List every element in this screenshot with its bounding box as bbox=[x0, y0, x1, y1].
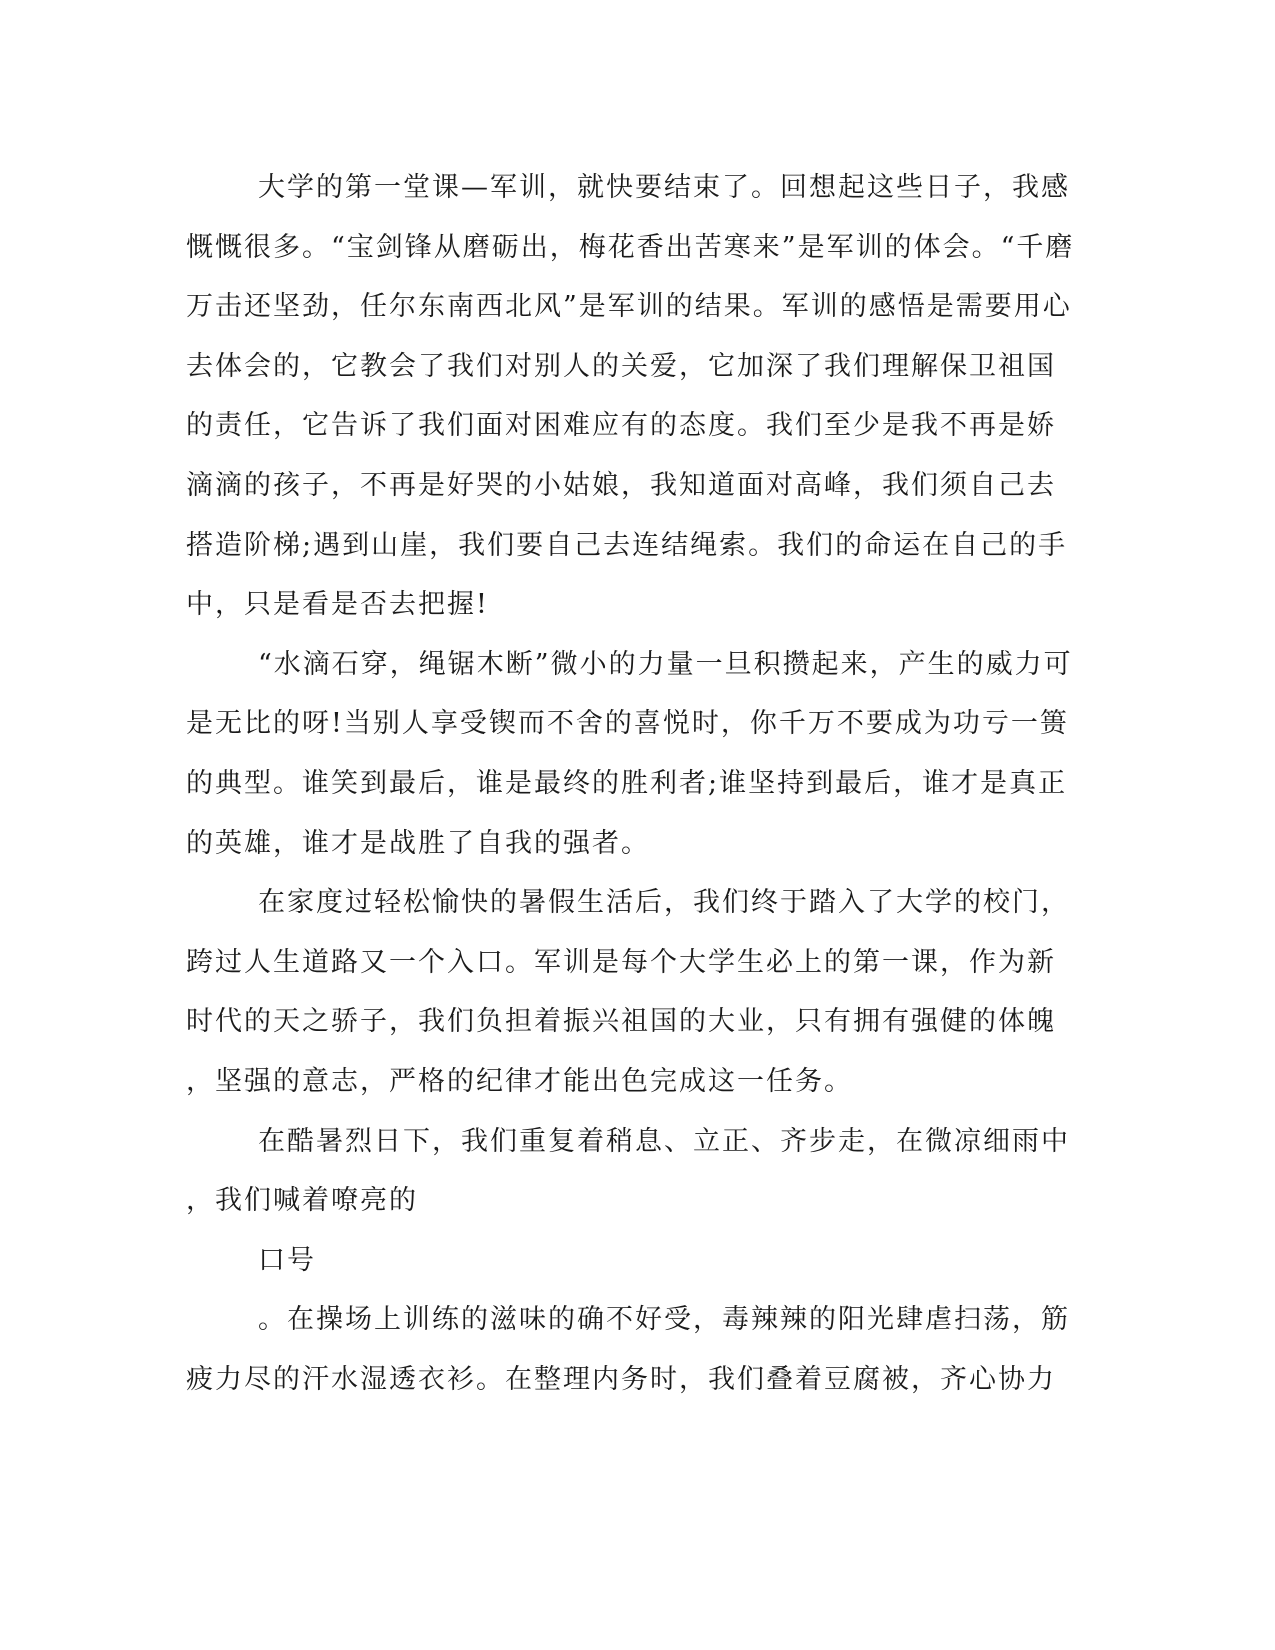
document-body bbox=[186, 158, 1075, 1409]
text-line: 滴滴的孩子，不再是好哭的小姑娘，我知道面对高峰，我们须自己去 bbox=[186, 469, 1056, 501]
text-line: ，坚强的意志，严格的纪律才能出色完成这一任务。 bbox=[186, 1065, 853, 1097]
text-line: 去体会的，它教会了我们对别人的关爱，它加深了我们理解保卫祖国 bbox=[186, 350, 1056, 382]
text-line: 的典型。谁笑到最后，谁是最终的胜利者;谁坚持到最后，谁才是真正 bbox=[186, 767, 1068, 799]
text-line: 是无比的呀!当别人享受锲而不舍的喜悦时，你千万不要成为功亏一篑 bbox=[186, 708, 1069, 740]
text-line: 大学的第一堂课—军训，就快要结束了。回想起这些日子，我感 bbox=[258, 172, 1070, 203]
text-line: 在酷暑烈日下，我们重复着稍息、立正、齐步走，在微凉细雨中 bbox=[258, 1125, 1070, 1157]
text-line: 慨慨很多。“宝剑锋从磨砺出，梅花香出苦寒来”是军训的体会。“千磨 bbox=[186, 231, 1075, 263]
text-line: 时代的天之骄子，我们负担着振兴祖国的大业，只有拥有强健的体魄 bbox=[186, 1006, 1056, 1038]
text-line: “水滴石穿，绳锯木断”微小的力量一旦积攒起来，产生的威力可 bbox=[258, 648, 1073, 680]
text-line: 万击还坚劲，任尔东南西北风”是军训的结果。军训的感悟是需要用心 bbox=[186, 291, 1072, 323]
text-line: ，我们喊着嘹亮的 bbox=[186, 1185, 418, 1217]
text-line: 。在操场上训练的滋味的确不好受，毒辣辣的阳光肆虐扫荡，筋 bbox=[258, 1304, 1070, 1336]
text-line: 的责任，它告诉了我们面对困难应有的态度。我们至少是我不再是娇 bbox=[186, 410, 1056, 442]
text-line: 搭造阶梯;遇到山崖，我们要自己去连结绳索。我们的命运在自己的手 bbox=[186, 529, 1068, 561]
text-line: 的英雄，谁才是战胜了自我的强者。 bbox=[186, 827, 650, 859]
text-line: 在家度过轻松愉快的暑假生活后，我们终于踏入了大学的校门， bbox=[258, 887, 1070, 919]
text-line: 疲力尽的汗水湿透衣衫。在整理内务时，我们叠着豆腐被，齐心协力 bbox=[186, 1363, 1056, 1395]
text-line: 跨过人生道路又一个入口。军训是每个大学生必上的第一课，作为新 bbox=[186, 946, 1056, 978]
text-line: 口号 bbox=[258, 1244, 316, 1276]
text-line: 中，只是看是否去把握! bbox=[186, 589, 489, 621]
